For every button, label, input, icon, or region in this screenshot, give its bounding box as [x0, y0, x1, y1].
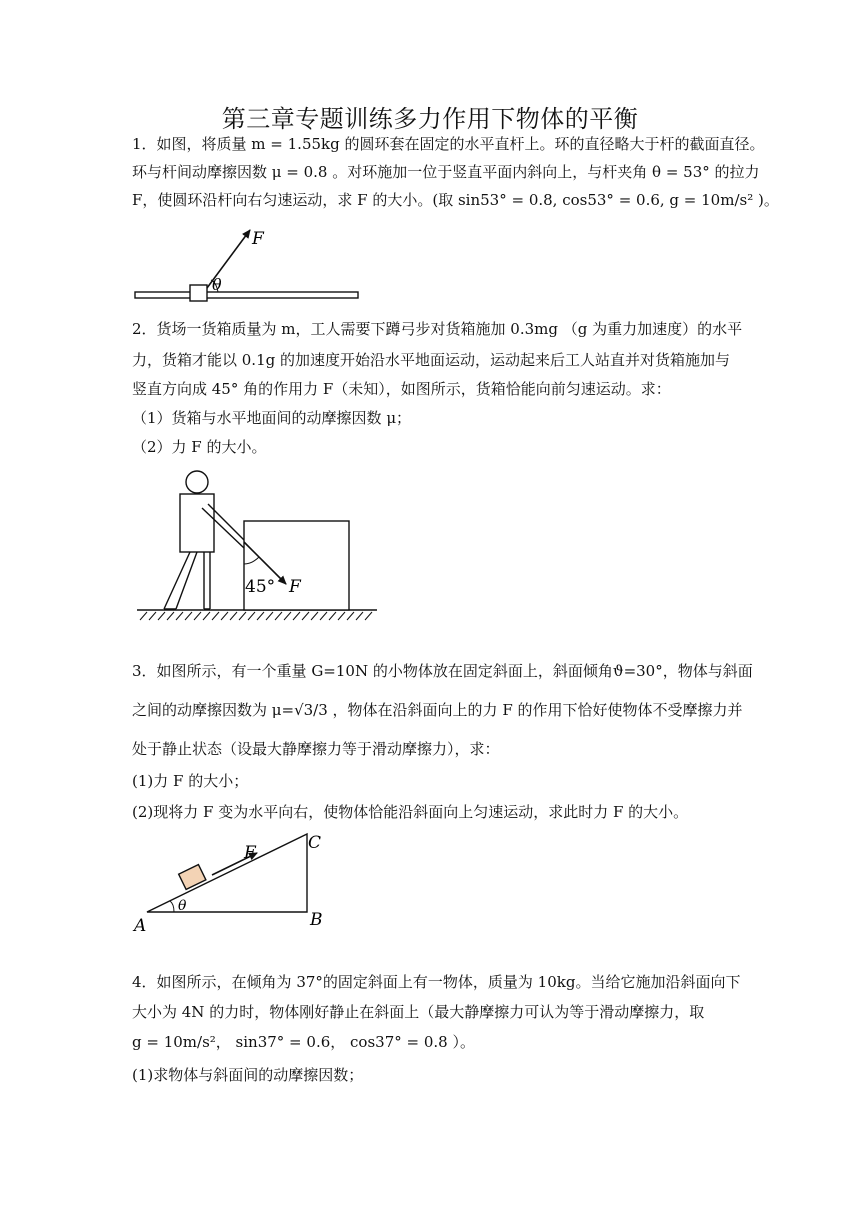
vertex-c-label: C	[308, 833, 322, 853]
force-label: F	[252, 229, 264, 249]
worker-legs	[164, 552, 210, 609]
angle-label: θ	[178, 898, 187, 914]
angle-label: θ	[212, 275, 222, 294]
q4-line-2: 大小为 4N 的力时，物体刚好静止在斜面上（最大静摩擦力可认为等于滑动摩擦力，取	[132, 1003, 705, 1021]
q3-line-1: 3．如图所示，有一个重量 G=10N 的小物体放在固定斜面上，斜面倾角ϑ=30°，物体与斜面	[132, 662, 753, 680]
q2-line-1: 2．货场一货箱质量为 m，工人需要下蹲弓步对货箱施加 0.3mg （g 为重力加速度）的水平	[132, 320, 743, 338]
horizontal-rod	[135, 292, 358, 298]
q3-line-5: (2)现将力 F 变为水平向右，使物体恰能沿斜面向上匀速运动，求此时力 F 的大小。	[132, 803, 689, 821]
q1-line-2: 环与杆间动摩擦因数 μ = 0.8 。对环施加一位于竖直平面内斜向上，与杆夹角 θ = 53° 的拉力	[132, 163, 760, 181]
q2-line-5: （2）力 F 的大小。	[132, 438, 267, 456]
q2-figure	[132, 466, 382, 626]
ground-hatching	[140, 612, 372, 620]
worker-head	[186, 471, 208, 493]
q3-line-3: 处于静止状态（设最大静摩擦力等于滑动摩擦力），求：	[132, 740, 500, 758]
ring	[190, 285, 207, 301]
force-label: F	[244, 843, 256, 863]
q3-line-2: 之间的动摩擦因数为 μ=√3/3 ，物体在沿斜面向上的力 F 的作用下恰好使物体不受摩擦力并	[132, 701, 743, 719]
worker-body	[180, 494, 214, 552]
force-label: F	[289, 577, 301, 597]
vertex-b-label: B	[310, 910, 323, 930]
q4-line-1: 4．如图所示，在倾角为 37°的固定斜面上有一物体，质量为 10kg。当给它施加沿斜面向下	[132, 973, 741, 991]
q2-line-4: （1）货箱与水平地面间的动摩擦因数 μ；	[132, 409, 412, 427]
q3-figure	[132, 828, 352, 938]
q2-line-3: 竖直方向成 45° 角的作用力 F（未知），如图所示，货箱恰能向前匀速运动。求：	[132, 380, 671, 398]
q1-figure	[132, 222, 362, 304]
q3-line-4: (1)力 F 的大小；	[132, 772, 249, 790]
q4-line-4: (1)求物体与斜面间的动摩擦因数；	[132, 1066, 364, 1084]
angle-label: 45°	[245, 577, 276, 597]
q1-line-3: F，使圆环沿杆向右匀速运动，求 F 的大小。(取 sin53° = 0.8, cos53° = 0.6, g = 10m/s² )。	[132, 191, 779, 209]
page-title: 第三章专题训练多力作用下物体的平衡	[221, 105, 639, 133]
q4-line-3: g = 10m/s²， sin37° = 0.6， cos37° = 0.8 ）。	[132, 1033, 475, 1051]
incline-triangle	[147, 834, 307, 912]
vertex-a-label: A	[134, 916, 147, 936]
q2-line-2: 力，货箱才能以 0.1g 的加速度开始沿水平地面运动，运动起来后工人站直并对货箱施加与	[132, 351, 730, 369]
q1-line-1: 1．如图，将质量 m = 1.55kg 的圆环套在固定的水平直杆上。环的直径略大于杆的截面直径。	[132, 135, 765, 153]
